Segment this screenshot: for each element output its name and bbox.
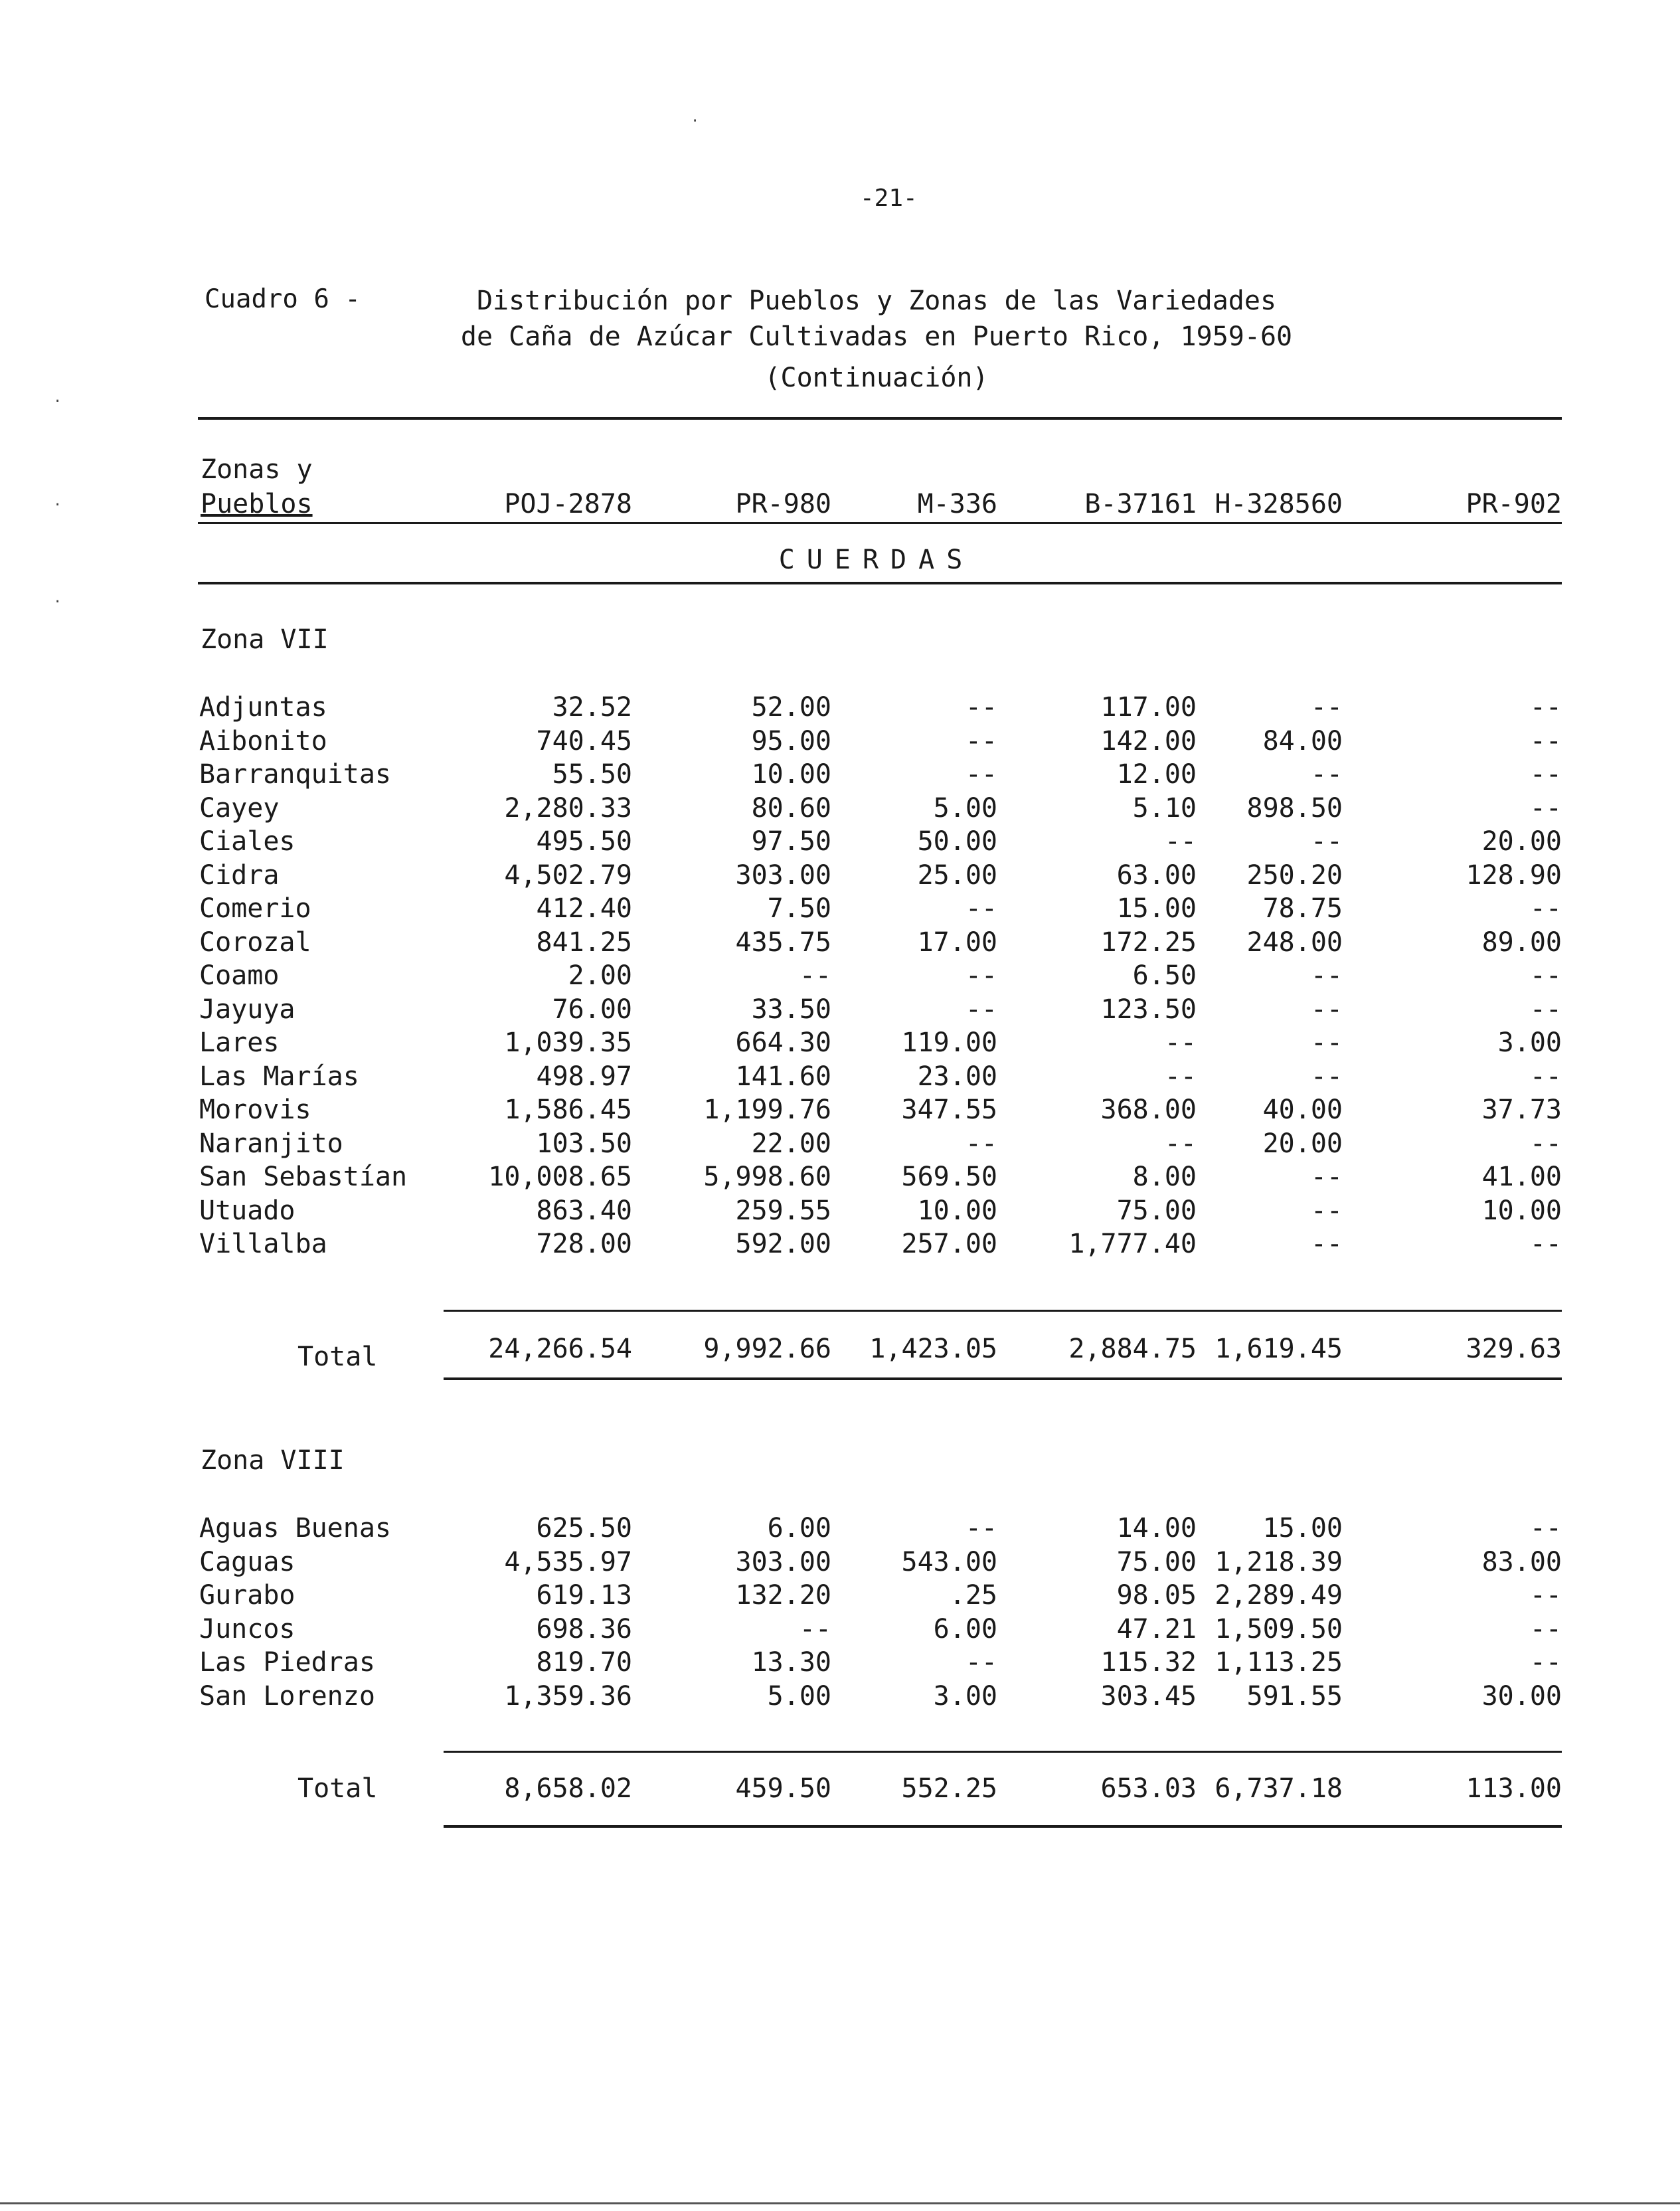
cell-value: -- — [1529, 692, 1562, 723]
cell-value: 17.00 — [917, 927, 997, 958]
cell-value: 40.00 — [1262, 1095, 1343, 1125]
table-title-line-1: Distribución por Pueblos y Zonas de las Variedades — [476, 286, 1277, 316]
zone-vii-total-top-rule — [444, 1310, 1562, 1312]
cell-value: 619.13 — [536, 1580, 632, 1611]
pueblo-name: Gurabo — [199, 1580, 295, 1611]
cell-value: -- — [1529, 1229, 1562, 1259]
table-row — [0, 1547, 1680, 1580]
total-value: 6,737.18 — [1215, 1773, 1343, 1804]
cell-value: 819.70 — [536, 1647, 632, 1678]
table-row — [0, 994, 1680, 1027]
pueblo-name: Utuado — [199, 1195, 295, 1226]
cell-value: -- — [1529, 1647, 1562, 1678]
header-underline — [198, 522, 1562, 524]
zone-heading: Zona VIII — [201, 1445, 345, 1476]
cell-value: 76.00 — [552, 994, 632, 1025]
cell-value: 119.00 — [901, 1027, 997, 1058]
page-number: -21- — [860, 185, 918, 212]
table-row — [0, 960, 1680, 994]
table-row — [0, 1580, 1680, 1613]
cell-value: 3.00 — [933, 1680, 997, 1712]
cell-value: -- — [965, 1128, 997, 1159]
cell-value: 6.50 — [1132, 960, 1197, 991]
cell-value: -- — [965, 893, 997, 924]
table-row — [0, 927, 1680, 960]
cell-value: 259.55 — [735, 1195, 831, 1226]
cell-value: 10.00 — [1481, 1195, 1562, 1226]
table-row — [0, 1614, 1680, 1647]
pueblo-name: Ciales — [199, 826, 295, 857]
cell-value: -- — [1164, 826, 1197, 857]
cell-value: 257.00 — [901, 1229, 997, 1259]
cell-value: -- — [1310, 1195, 1343, 1226]
cell-value: 498.97 — [536, 1061, 632, 1092]
cell-value: -- — [965, 725, 997, 756]
cell-value: 495.50 — [536, 826, 632, 857]
cell-value: 22.00 — [751, 1128, 831, 1159]
cell-value: 25.00 — [917, 859, 997, 891]
cell-value: -- — [1310, 759, 1343, 790]
cell-value: 83.00 — [1481, 1546, 1562, 1577]
cell-value: -- — [1529, 960, 1562, 991]
cell-value: 5,998.60 — [703, 1162, 831, 1192]
cell-value: -- — [1310, 1162, 1343, 1192]
pueblo-name: Naranjito — [199, 1128, 343, 1159]
column-header-pr-902: PR-902 — [1466, 489, 1562, 519]
cell-value: 12.00 — [1116, 759, 1197, 790]
table-row — [0, 1647, 1680, 1680]
total-value: 329.63 — [1466, 1334, 1562, 1364]
pueblo-name: Barranquitas — [199, 759, 391, 790]
cell-value: -- — [799, 1613, 831, 1644]
table-row — [0, 1681, 1680, 1714]
cell-value: 10,008.65 — [488, 1162, 632, 1192]
pueblo-name: Aibonito — [199, 725, 327, 756]
cell-value: 95.00 — [751, 725, 831, 756]
total-value: 552.25 — [901, 1773, 997, 1804]
table-row — [0, 1095, 1680, 1128]
pueblo-name: Las Piedras — [199, 1647, 375, 1678]
table-row — [0, 692, 1680, 725]
pueblo-name: Lares — [199, 1027, 280, 1058]
table-row — [0, 759, 1680, 792]
pueblo-name: Coamo — [199, 960, 280, 991]
cell-value: 303.00 — [735, 1546, 831, 1577]
pueblo-name: Las Marías — [199, 1061, 359, 1092]
zone-viii-total-bottom-rule — [444, 1825, 1562, 1828]
cell-value: 37.73 — [1481, 1095, 1562, 1125]
table-label: Cuadro 6 - — [205, 284, 361, 314]
cell-value: 4,502.79 — [504, 859, 632, 891]
cell-value: 80.60 — [751, 792, 831, 824]
cell-value: 20.00 — [1262, 1128, 1343, 1159]
cell-value: 103.50 — [536, 1128, 632, 1159]
cell-value: -- — [965, 994, 997, 1025]
total-value: 1,619.45 — [1215, 1334, 1343, 1364]
cell-value: 698.36 — [536, 1613, 632, 1644]
cell-value: 5.10 — [1132, 792, 1197, 824]
cell-value: 10.00 — [917, 1195, 997, 1226]
cell-value: 435.75 — [735, 927, 831, 958]
cell-value: 5.00 — [933, 792, 997, 824]
header-pueblos: Pueblos — [201, 489, 313, 519]
cell-value: -- — [1310, 994, 1343, 1025]
pueblo-name: Villalba — [199, 1229, 327, 1259]
cell-value: 543.00 — [901, 1546, 997, 1577]
cell-value: -- — [1529, 725, 1562, 756]
total-value: 9,992.66 — [703, 1334, 831, 1364]
zone-viii-total-row — [0, 1773, 1680, 1807]
table-title-line-2: de Caña de Azúcar Cultivadas en Puerto Rico, 1959-60 — [460, 321, 1293, 352]
total-value: 2,884.75 — [1068, 1334, 1197, 1364]
cell-value: 303.45 — [1100, 1680, 1197, 1712]
column-header-m-336: M-336 — [917, 489, 997, 519]
total-value: 113.00 — [1466, 1773, 1562, 1804]
cell-value: -- — [1529, 1580, 1562, 1611]
table-row — [0, 1195, 1680, 1229]
cell-value: -- — [965, 692, 997, 723]
cell-value: 664.30 — [735, 1027, 831, 1058]
cell-value: 52.00 — [751, 692, 831, 723]
cell-value: 14.00 — [1116, 1513, 1197, 1544]
cell-value: 863.40 — [536, 1195, 632, 1226]
cell-value: 625.50 — [536, 1513, 632, 1544]
cell-value: 172.25 — [1100, 927, 1197, 958]
zone-vii-total-row — [0, 1334, 1680, 1367]
cell-value: 89.00 — [1481, 927, 1562, 958]
cell-value: 6.00 — [767, 1513, 831, 1544]
cell-value: -- — [1310, 1061, 1343, 1092]
cell-value: -- — [1529, 1061, 1562, 1092]
cell-value: -- — [1310, 692, 1343, 723]
cell-value: -- — [1529, 994, 1562, 1025]
cell-value: 1,586.45 — [504, 1095, 632, 1125]
pueblo-name: Morovis — [199, 1095, 311, 1125]
cell-value: -- — [1310, 960, 1343, 991]
cell-value: 141.60 — [735, 1061, 831, 1092]
cell-value: -- — [1164, 1128, 1197, 1159]
cell-value: 2,289.49 — [1215, 1580, 1343, 1611]
cell-value: 1,199.76 — [703, 1095, 831, 1125]
cell-value: 4,535.97 — [504, 1546, 632, 1577]
cell-value: 898.50 — [1246, 792, 1343, 824]
cell-value: 63.00 — [1116, 859, 1197, 891]
cell-value: 728.00 — [536, 1229, 632, 1259]
pueblo-name: Cayey — [199, 792, 280, 824]
table-row — [0, 1027, 1680, 1061]
pueblo-name: Caguas — [199, 1546, 295, 1577]
cell-value: 3.00 — [1497, 1027, 1562, 1058]
table-row — [0, 1162, 1680, 1195]
cell-value: 117.00 — [1100, 692, 1197, 723]
cell-value: 47.21 — [1116, 1613, 1197, 1644]
cell-value: 569.50 — [901, 1162, 997, 1192]
cell-value: 115.32 — [1100, 1647, 1197, 1678]
cell-value: -- — [965, 1647, 997, 1678]
pueblo-name: Corozal — [199, 927, 311, 958]
column-header-b-37161: B-37161 — [1084, 489, 1197, 519]
cell-value: -- — [1529, 1128, 1562, 1159]
total-value: 24,266.54 — [488, 1334, 632, 1364]
cell-value: 15.00 — [1116, 893, 1197, 924]
continuation-note: (Continuación) — [764, 363, 989, 393]
cell-value: -- — [1529, 792, 1562, 824]
scan-speck: · — [691, 113, 700, 130]
cell-value: 128.90 — [1466, 859, 1562, 891]
cell-value: -- — [1310, 826, 1343, 857]
cell-value: 55.50 — [552, 759, 632, 790]
cell-value: 142.00 — [1100, 725, 1197, 756]
pueblo-name: Cidra — [199, 859, 280, 891]
cell-value: 6.00 — [933, 1613, 997, 1644]
cell-value: -- — [965, 1513, 997, 1544]
table-row — [0, 1061, 1680, 1095]
cell-value: 97.50 — [751, 826, 831, 857]
cell-value: -- — [1164, 1027, 1197, 1058]
zone-vii-total-bottom-rule — [444, 1377, 1562, 1380]
total-value: 459.50 — [735, 1773, 831, 1804]
zone-viii-total-top-rule — [444, 1751, 1562, 1753]
cell-value: .25 — [949, 1580, 997, 1611]
zone-vii-total-label: Total — [297, 1342, 378, 1372]
cell-value: 592.00 — [735, 1229, 831, 1259]
total-value: 1,423.05 — [869, 1334, 997, 1364]
cell-value: -- — [1164, 1061, 1197, 1092]
cell-value: -- — [1529, 893, 1562, 924]
cell-value: -- — [1310, 1229, 1343, 1259]
table-row — [0, 1229, 1680, 1262]
cell-value: 75.00 — [1116, 1195, 1197, 1226]
pueblo-name: Juncos — [199, 1613, 295, 1644]
cell-value: 412.40 — [536, 893, 632, 924]
cell-value: 10.00 — [751, 759, 831, 790]
cell-value: 5.00 — [767, 1680, 831, 1712]
cell-value: 1,218.39 — [1215, 1546, 1343, 1577]
table-row — [0, 726, 1680, 759]
table-row — [0, 860, 1680, 893]
cell-value: 50.00 — [917, 826, 997, 857]
pueblo-name: Jayuya — [199, 994, 295, 1025]
pueblo-name: San Sebastían — [199, 1162, 408, 1192]
cell-value: 1,777.40 — [1068, 1229, 1197, 1259]
top-rule — [198, 417, 1562, 420]
cell-value: 78.75 — [1262, 893, 1343, 924]
cell-value: 84.00 — [1262, 725, 1343, 756]
cell-value: -- — [1529, 1613, 1562, 1644]
cell-value: 33.50 — [751, 994, 831, 1025]
table-row — [0, 793, 1680, 826]
cell-value: 368.00 — [1100, 1095, 1197, 1125]
cell-value: 98.05 — [1116, 1580, 1197, 1611]
cell-value: 591.55 — [1246, 1680, 1343, 1712]
unit-label: CUERDAS — [778, 545, 975, 575]
cell-value: 1,039.35 — [504, 1027, 632, 1058]
cell-value: 8.00 — [1132, 1162, 1197, 1192]
pueblo-name: San Lorenzo — [199, 1680, 375, 1712]
column-header-pr-980: PR-980 — [735, 489, 831, 519]
cell-value: 7.50 — [767, 893, 831, 924]
bottom-edge-rule — [0, 2202, 1680, 2204]
cell-value: 32.52 — [552, 692, 632, 723]
cell-value: 123.50 — [1100, 994, 1197, 1025]
cell-value: 303.00 — [735, 859, 831, 891]
pueblo-name: Aguas Buenas — [199, 1513, 391, 1544]
cell-value: 740.45 — [536, 725, 632, 756]
scan-speck: · — [53, 497, 62, 513]
header-zonas: Zonas y — [201, 454, 313, 485]
table-row — [0, 826, 1680, 859]
total-value: 653.03 — [1100, 1773, 1197, 1804]
cell-value: -- — [965, 759, 997, 790]
cell-value: 248.00 — [1246, 927, 1343, 958]
zone-viii-total-label: Total — [297, 1773, 378, 1804]
cell-value: 1,113.25 — [1215, 1647, 1343, 1678]
table-row — [0, 1128, 1680, 1162]
cell-value: -- — [1529, 759, 1562, 790]
cell-value: 75.00 — [1116, 1546, 1197, 1577]
cell-value: 13.30 — [751, 1647, 831, 1678]
cell-value: -- — [1529, 1513, 1562, 1544]
unit-rule — [198, 582, 1562, 584]
cell-value: 15.00 — [1262, 1513, 1343, 1544]
pueblo-name: Comerio — [199, 893, 311, 924]
scan-speck: · — [53, 594, 62, 610]
table-row — [0, 893, 1680, 927]
scan-speck: · — [53, 393, 62, 410]
cell-value: 250.20 — [1246, 859, 1343, 891]
cell-value: 20.00 — [1481, 826, 1562, 857]
total-value: 8,658.02 — [504, 1773, 632, 1804]
cell-value: 1,359.36 — [504, 1680, 632, 1712]
cell-value: 30.00 — [1481, 1680, 1562, 1712]
cell-value: 347.55 — [901, 1095, 997, 1125]
cell-value: 23.00 — [917, 1061, 997, 1092]
cell-value: -- — [965, 960, 997, 991]
column-header-poj-2878: POJ-2878 — [504, 489, 632, 519]
cell-value: -- — [1310, 1027, 1343, 1058]
column-header-h-328560: H-328560 — [1215, 489, 1343, 519]
cell-value: 1,509.50 — [1215, 1613, 1343, 1644]
pueblo-name: Adjuntas — [199, 692, 327, 723]
cell-value: 132.20 — [735, 1580, 831, 1611]
cell-value: 2.00 — [568, 960, 632, 991]
cell-value: -- — [799, 960, 831, 991]
table-row — [0, 1513, 1680, 1546]
cell-value: 2,280.33 — [504, 792, 632, 824]
cell-value: 841.25 — [536, 927, 632, 958]
cell-value: 41.00 — [1481, 1162, 1562, 1192]
zone-heading: Zona VII — [201, 624, 329, 655]
